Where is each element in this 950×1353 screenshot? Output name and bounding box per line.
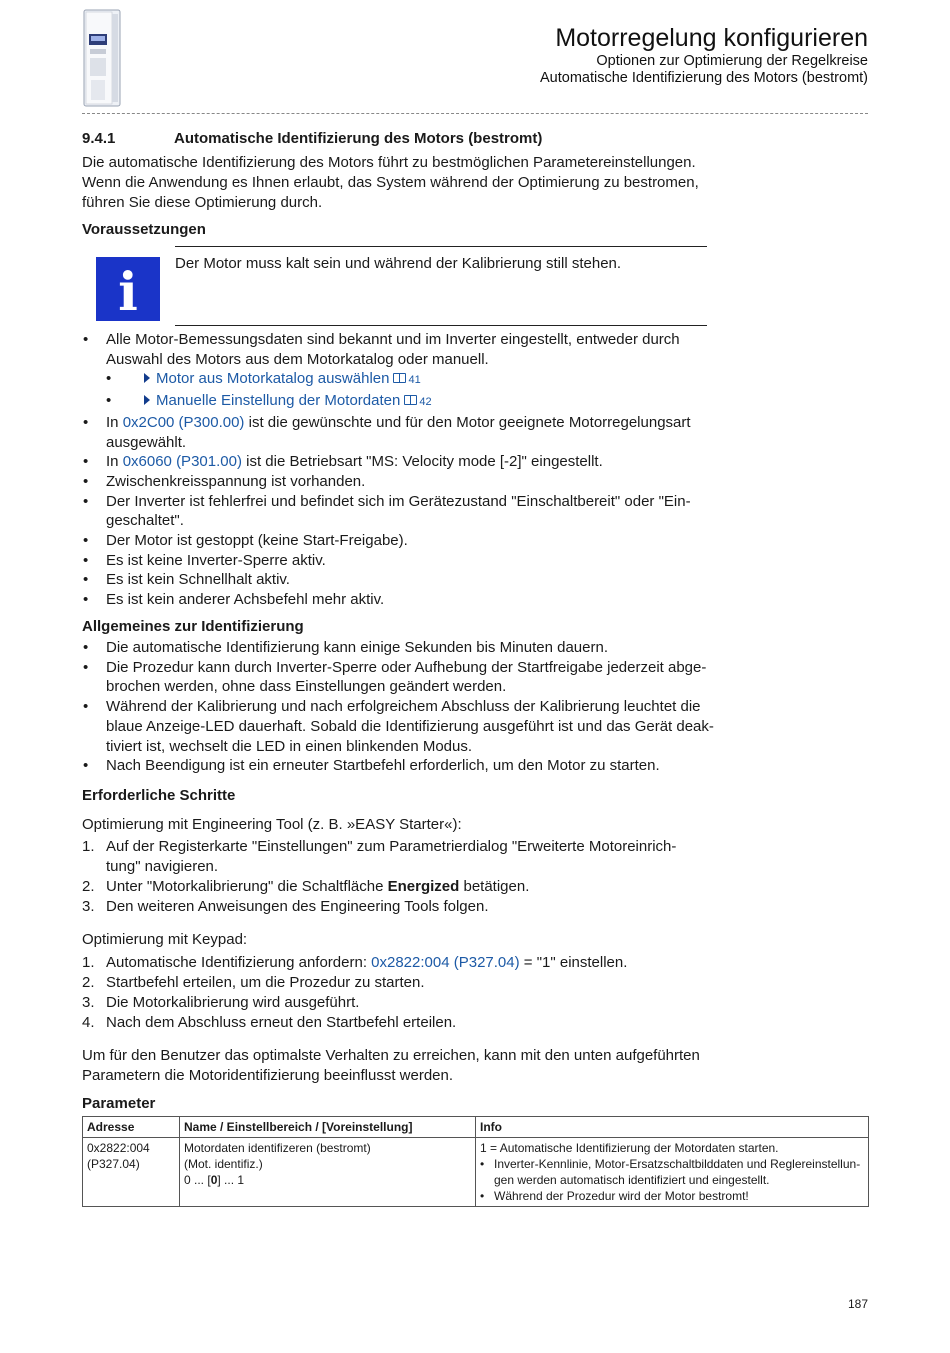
- list-item: 3. Den weiteren Anweisungen des Engineering Tools folgen.: [82, 898, 489, 915]
- table-header-row: [83, 1117, 869, 1138]
- closing-line: Parametern die Motoridentifizierung beeinflusst werden.: [82, 1067, 454, 1084]
- list-item: • Inverter-Kennlinie, Motor-Ersatzschaltbilddaten und Reglereinstellun- gen werden automatisch identifiziert und eingestellt.: [480, 1156, 864, 1188]
- general-heading: Allgemeines zur Identifizierung: [82, 618, 304, 635]
- keypad-intro: Optimierung mit Keypad:: [82, 931, 248, 948]
- energized-label: Energized: [387, 878, 460, 895]
- info-note: Der Motor muss kalt sein und während der Kalibrierung still stehen.: [175, 255, 622, 272]
- list-item: 1. Auf der Registerkarte "Einstellungen" zum Parametrierdialog "Erweiterte Motoreinrich- tung" navigieren.: [82, 838, 677, 875]
- link-param-0x6060[interactable]: 0x6060 (P301.00): [122, 453, 242, 471]
- prerequisites-heading: Voraussetzungen: [82, 221, 206, 238]
- section-heading: [82, 130, 542, 147]
- intro-line: Wenn die Anwendung es Ihnen erlaubt, das System während der Optimierung zu bestromen,: [82, 174, 699, 191]
- page-number: 187: [847, 1297, 868, 1311]
- parameter-table: [82, 1116, 869, 1207]
- tool-steps-list: [82, 837, 722, 917]
- info-icon: [96, 257, 160, 321]
- list-item: • Der Motor ist gestoppt (keine Start-Freigabe).: [82, 531, 722, 551]
- list-item: • Nach Beendigung ist ein erneuter Startbefehl erforderlich, um den Motor zu starten.: [82, 756, 722, 776]
- list-item: [82, 391, 722, 413]
- book-icon: [393, 373, 406, 383]
- table-row: [83, 1138, 869, 1207]
- cell-info: 1 = Automatische Identifizierung der Motordaten starten. • Inverter-Kennlinie, Motor-Ersatzschaltbilddaten und Reglereinstellun- gen werden automatisch identifiziert und eingestellt. • Während der Prozedur wird der Motor bestromt!: [476, 1138, 869, 1207]
- link-motor-catalog[interactable]: Motor aus Motorkatalog auswählen: [156, 370, 390, 388]
- page-ref[interactable]: 41: [408, 374, 421, 387]
- list-item: • In 0x2C00 (P300.00) ist die gewünschte und für den Motor geeignete Motorregelungsart ausgewählt.: [82, 413, 722, 452]
- inverter-device-image: [82, 8, 122, 108]
- header-subtitle-section: Optionen zur Optimierung der Regelkreise: [596, 53, 868, 69]
- list-item: • In 0x6060 (P301.00) ist die Betriebsart "MS: Velocity mode [-2]" eingestellt.: [82, 452, 722, 472]
- list-item: • Während der Prozedur wird der Motor bestromt!: [480, 1188, 864, 1204]
- arrow-right-icon: [144, 373, 150, 383]
- prerequisites-list: [82, 330, 722, 610]
- list-item: 2. Unter "Motorkalibrierung" die Schaltfläche Energized betätigen.: [82, 878, 530, 895]
- info-box-top-rule: [175, 246, 707, 247]
- link-param-0x2C00[interactable]: 0x2C00 (P300.00): [122, 413, 245, 431]
- arrow-right-icon: [144, 395, 150, 405]
- info-list: [480, 1156, 864, 1204]
- link-manual-motor-data[interactable]: Manuelle Einstellung der Motordaten: [156, 392, 401, 410]
- header-divider: [82, 113, 868, 114]
- list-item: • Es ist keine Inverter-Sperre aktiv.: [82, 551, 722, 571]
- intro-paragraph: [82, 153, 722, 213]
- column-header-address: Adresse: [83, 1117, 180, 1138]
- section-number: 9.4.1: [82, 130, 116, 147]
- list-item: • Die automatische Identifizierung kann einige Sekunden bis Minuten dauern.: [82, 638, 722, 658]
- section-title: Automatische Identifizierung des Motors (bestromt): [174, 130, 543, 147]
- steps-heading: Erforderliche Schritte: [82, 787, 236, 804]
- list-item: • Es ist kein anderer Achsbefehl mehr aktiv.: [82, 590, 722, 610]
- intro-line: Die automatische Identifizierung des Motors führt zu bestmöglichen Parametereinstellungen.: [82, 154, 696, 171]
- list-item: • Die Prozedur kann durch Inverter-Sperre oder Aufhebung der Startfreigabe jederzeit abge- brochen werden, ohne dass Einstellungen geändert werden.: [82, 658, 722, 697]
- info-box-bottom-rule: [175, 325, 707, 326]
- list-item: 3. Die Motorkalibrierung wird ausgeführt.: [82, 994, 360, 1011]
- list-item: 4. Nach dem Abschluss erneut den Startbefehl erteilen.: [82, 1014, 457, 1031]
- page-ref[interactable]: 42: [419, 396, 432, 409]
- book-icon: [404, 395, 417, 405]
- keypad-steps-list: [82, 953, 722, 1033]
- list-item: • Zwischenkreisspannung ist vorhanden.: [82, 472, 722, 492]
- list-item: • Es ist kein Schnellhalt aktiv.: [82, 570, 722, 590]
- list-item: [82, 369, 722, 391]
- list-item: 1. Automatische Identifizierung anfordern: 0x2822:004 (P327.04) = "1" einstellen.: [82, 954, 628, 971]
- list-item: • Alle Motor-Bemessungsdaten sind bekannt und im Inverter eingestellt, entweder durch Auswahl des Motors aus dem Motorkatalog oder manuell.: [82, 330, 722, 369]
- column-header-info: Info: [476, 1117, 869, 1138]
- closing-paragraph: [82, 1046, 722, 1086]
- closing-line: Um für den Benutzer das optimalste Verhalten zu erreichen, kann mit den unten aufgeführten: [82, 1047, 700, 1064]
- header-subtitle-topic: Automatische Identifizierung des Motors (bestromt): [540, 70, 868, 86]
- link-param-0x2822[interactable]: 0x2822:004 (P327.04): [371, 954, 520, 971]
- list-item: • Der Inverter ist fehlerfrei und befindet sich im Gerätezustand "Einschaltbereit" oder "Ein- geschaltet".: [82, 492, 722, 531]
- chapter-title: Motorregelung konfigurieren: [555, 24, 868, 52]
- list-item: 2. Startbefehl erteilen, um die Prozedur zu starten.: [82, 974, 425, 991]
- parameter-heading: Parameter: [82, 1095, 156, 1112]
- general-list: [82, 638, 722, 776]
- cell-name: Motordaten identifizeren (bestromt) (Mot. identifiz.) 0 ... [0] ... 1: [180, 1138, 476, 1207]
- intro-line: führen Sie diese Optimierung durch.: [82, 194, 323, 211]
- list-item: • Während der Kalibrierung und nach erfolgreichem Abschluss der Kalibrierung leuchtet die blaue Anzeige-LED dauerhaft. Sobald die Identifizierung ausgeführt ist und das Gerät deak- tiviert ist, wechselt die LED in einen blinkenden Modus.: [82, 697, 722, 756]
- info-icon-glyph: i: [118, 262, 138, 321]
- cell-address: 0x2822:004 (P327.04): [83, 1138, 180, 1207]
- tool-intro: Optimierung mit Engineering Tool (z. B. »EASY Starter«):: [82, 816, 462, 833]
- column-header-name: Name / Einstellbereich / [Voreinstellung]: [180, 1117, 476, 1138]
- default-value: 0: [210, 1173, 218, 1187]
